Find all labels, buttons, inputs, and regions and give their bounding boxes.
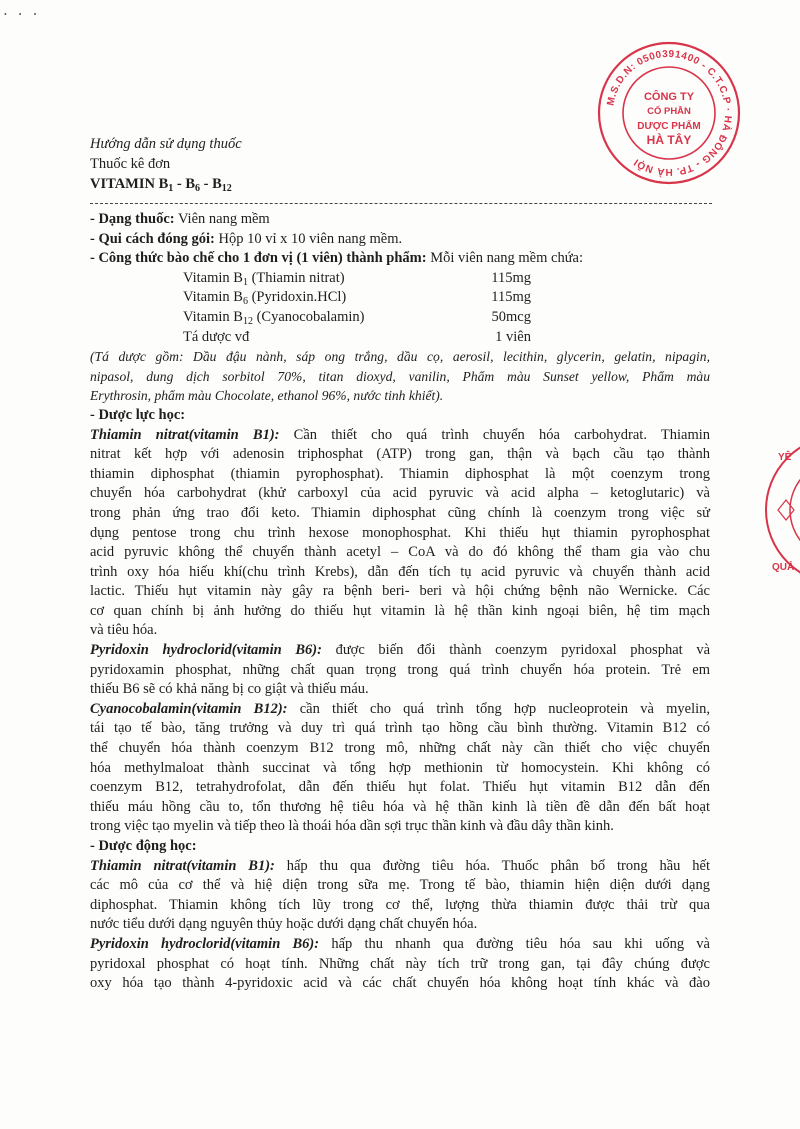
pk-thiamin-paragraph: Thiamin nitrat(vitamin B1): hấp thu qua đường tiêu hóa. Thuốc phân bố trong hầu hết các mô của cơ thể và hiệ diện trong sữa mẹ. Trong tế bào, thiamin hiện diện dưới dạng diphosphat. Thiamin không tích lũy trong cơ thể, lượng thừa thiamin được thải trừ qua nước tiểu dưới dạng nguyên thủy hoặc dưới dạng chất chuyển hóa. [90,857,710,933]
edge-stamp-bottom: QUẢ [772,562,795,573]
pd-thiamin-paragraph: Thiamin nitrat(vitamin B1): Cần thiết cho quá trình chuyển hóa carbohydrat. Thiamin nitrat kết hợp với adenosin triphosphat (ATP) trong gan, thận và bạch cầu tạo thành thiamin diphosphat (thiamin pyrophosphat). Thiamin diphosphat là một coenzym trong chuyển hóa carbohydrat (khử carboxyl của acid pyruvic và acid alpha – ketoglutaric) và trong phản ứng trao đổi keto. Thiamin diphosphat cũng chính là coenzym trong việc sử dụng pentose trong chu trình hexose monophosphat. Khi thiếu hụt thiamin pyrophosphat acid pyruvic không thể chuyển thành acetyl – CoA và do đó không thể tham gia vào chu trình oxy hóa hiếu khí(chu trình Krebs), dẫn đến tích tụ acid pyruvic và chuyển thành acid lactic. Thiếu hụt vitamin này gây ra bệnh beri- beri và hội chứng bệnh não Wernicke. Các cơ quan chính bị ảnh hưởng do thiếu hụt vitamin là hệ thần kinh ngoại biên, hệ tim mạch và tiêu hóa. [90,426,711,639]
pharmacokinetics-heading: - Dược động học: [90,838,197,854]
formula-heading: - Công thức bào chế cho 1 đơn vị (1 viên) thành phẩm: Mỗi viên nang mềm chứa: [90,250,584,267]
excipients-note: (Tá dược gồm: Dầu đậu nành, sáp ong trắng, dầu cọ, aerosil, lecithin, glycerin, gelatin, nipagin, nipasol, dung dịch sorbitol 70%, titan dioxyd, vanilin, Phẩm màu Sunset yellow, Phẩm màu Erythrosin, phẩm màu Chocolate, ethanol 96%, nước tinh khiết). [90,349,710,404]
composition-row: Vitamin $B_6$ (Pyridoxin.HCl) 115mg [183,289,531,308]
usage-guide-title: Hướng dẫn sử dụng thuốc [90,136,242,152]
composition-row: Vitamin $B_{12}$ (Cyanocobalamin) 50mcg [183,308,531,327]
stamp-line-3: DƯỢC PHẨM [637,121,701,132]
document-header [90,134,242,194]
stamp-line-4: HÀ TÂY [646,133,692,147]
stamp-line-2: CỔ PHẦN [647,106,691,117]
company-stamp [596,40,742,186]
stamp-line-1: CÔNG TY [643,91,695,103]
scan-specks: • • • [4,10,42,19]
composition-row: Vitamin $B_1$ (Thiamin nitrat) 115mg [183,269,531,288]
stamp-ring-text: M.S.D.N: 0500391400 - C.T.C.P · HÀ ĐÔNG - TP. HÀ NỘI [605,48,734,178]
composition-list [90,269,710,347]
prescription-label: Thuốc kê đơn [90,156,171,172]
product-name: VITAMIN $B_1 - B_6 - B_{12}$ [90,176,232,194]
edge-stamp-top: YÊ [778,452,792,463]
pd-cyanocobalamin-paragraph: Cyanocobalamin(vitamin B12): cần thiết cho quá trình tổng hợp nucleoprotein và myelin, tái tạo tế bào, tăng trưởng và duy trì quá trình tạo hồng cầu bình thường. Vitamin B12 có thể chuyển hóa thành coenzym B12 trong mô, những chất này cần thiết cho việc chuyển hóa methylmaloat thành succinat và tổng hợp methionin từ homocystein. Khi không có coenzym B12, tetrahydrofolat, dẫn đến thiếu hụt folat. Thiếu hụt vitamin B12 dẫn đến thiếu máu hồng cầu to, tổn thương hệ tiêu hóa và hệ thần kinh là tiền đề dẫn đến bất hoạt trong việc tạo myelin và tiếp theo là thoái hóa dần sợi trục thần kinh và đầu dây thần kinh. [90,700,711,835]
pd-pyridoxin-paragraph: Pyridoxin hydroclorid(vitamin B6): được biến đổi thành coenzym pyridoxal phosphat và pyridoxamin phosphat, những chất quan trọng trong quá trình chuyển hóa protein. Trẻ em thiếu B6 sẽ có khả năng bị co giật và thiếu máu. [90,642,711,698]
dashed-separator [90,203,712,204]
pharmacodynamics-heading: - Dược lực học: [90,406,186,423]
pk-pyridoxin-paragraph: Pyridoxin hydroclorid(vitamin B6): hấp thu nhanh qua đường tiêu hóa sau khi uống và pyridoxal phosphat có hoạt tính. Những chất này tích trữ trong gan, tại đây chúng được oxy hóa tạo thành 4-pyridoxic acid và các chất chuyển hóa không hoạt tính khác và đào [90,935,710,992]
composition-row: Tá dược vđ 1 viên [183,328,531,345]
packaging: - Qui cách đóng gói: Hộp 10 vỉ x 10 viên nang mềm. [90,230,403,247]
edge-stamp-fragment [760,430,800,590]
document-body [90,210,710,994]
dosage-form: - Dạng thuốc: Viên nang mềm [90,211,270,227]
